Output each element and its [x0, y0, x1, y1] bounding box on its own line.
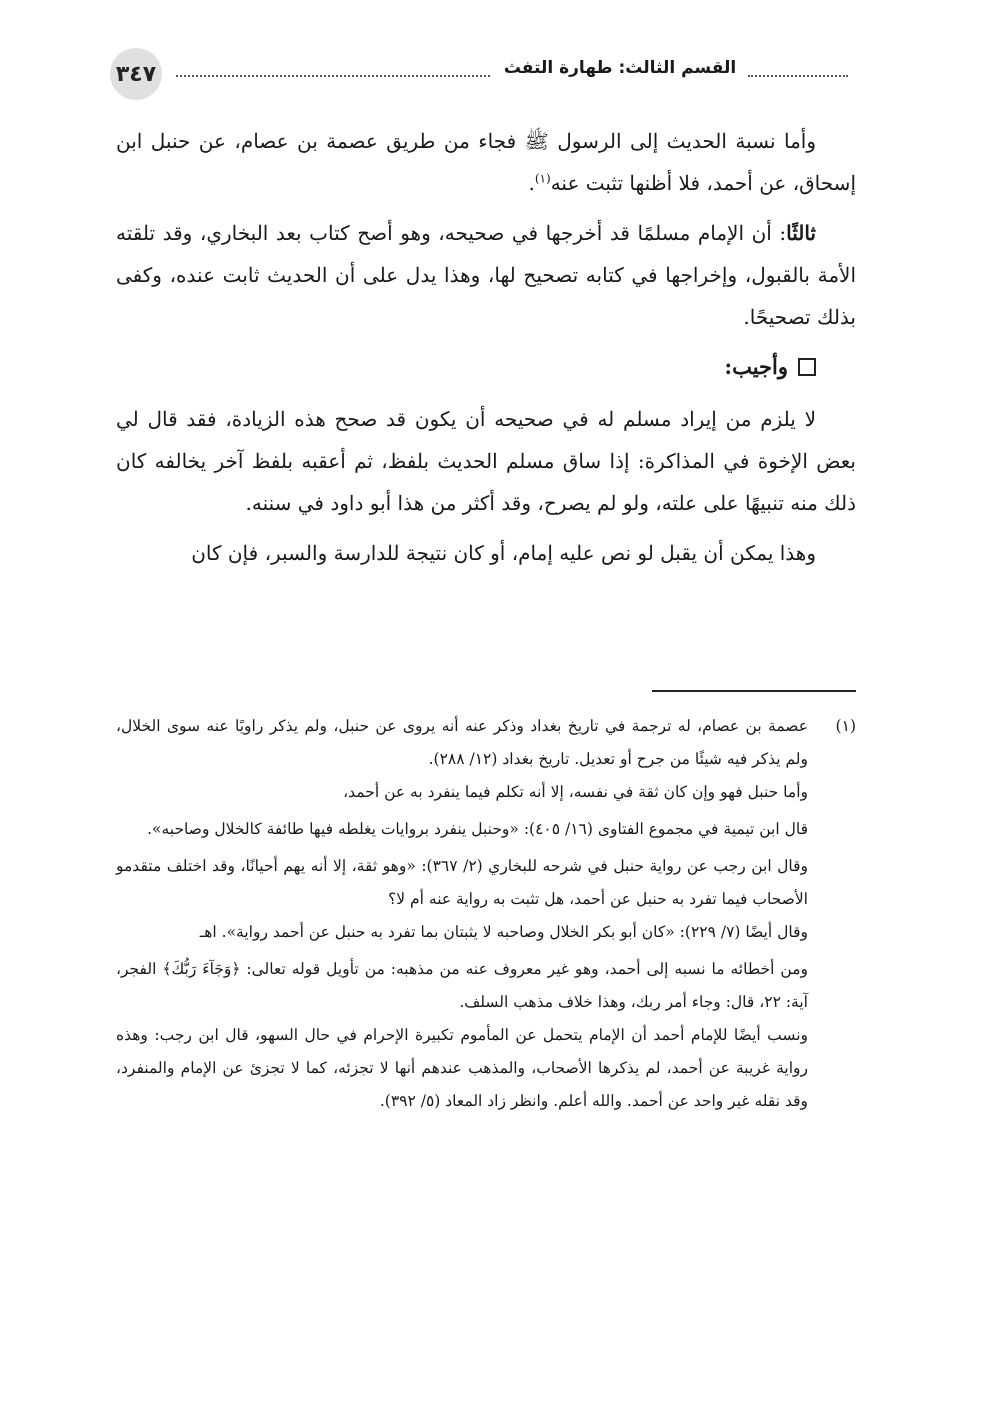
header-dotted-leader [176, 75, 490, 77]
footnote-paragraph [116, 850, 856, 916]
footnote-reference[interactable]: (١) [534, 171, 551, 186]
footnote-text: ومن أخطائه ما نسبه إلى أحمد، وهو غير معروف عنه من مذهبه: من تأويل قوله تعالى: ﴿وَجَآءَ رَبُّكَ﴾ الفجر، آية: ٢٢، قال: وجاء أمر ربك، وهذا خلاف مذهب السلف. [116, 960, 808, 1011]
footnote-separator [652, 690, 856, 692]
paragraph-text: لا يلزم من إيراد مسلم له في صحيحه أن يكون قد صحح هذه الزيادة، فقد قال لي بعض الإخوة في المذاكرة: إذا ساق مسلم الحديث بلفظ، ثم أعقبه بلفظ آخر يخالفه كان ذلك منه تنبيهًا على علته، ولو لم يصرح، وقد أكثر من هذا أبو داود في سننه. [116, 407, 856, 515]
paragraph-lead: ثالثًا [786, 221, 816, 245]
footnote-number: (١) [835, 717, 856, 735]
paragraph-text: : أن الإمام مسلمًا قد أخرجها في صحيحه، وهو أصح كتاب بعد البخاري، وقد تلقته الأمة بالقبول، وإخراجها في كتابه تصحيح لها، وهذا يدل على أن الحديث ثابت عنده، وكفى بذلك تصحيحًا. [116, 221, 856, 329]
footnote-paragraph [116, 953, 856, 1019]
footnote-paragraph [116, 916, 856, 949]
footnote-paragraph [116, 776, 856, 809]
footnote-text: وأما حنبل فهو وإن كان ثقة في نفسه، إلا أنه تكلم فيما ينفرد به عن أحمد، [343, 783, 808, 801]
paragraph [116, 120, 856, 204]
footnote-text: ونسب أيضًا للإمام أحمد أن الإمام يتحمل عن المأموم تكبيرة الإحرام في حال السهو، قال ابن رجب: وهذه رواية غريبة عن أحمد، لم يذكرها الأصحاب، والمذهب عندهم أنها لا تجزئه، كما لا تجزئ عن الإمام والمنفرد، وقد نقله غير واحد عن أحمد. والله أعلم. وانظر زاد المعاد (٥/ ٣٩٢). [116, 1026, 809, 1110]
footnote-text: عصمة بن عصام، له ترجمة في تاريخ بغداد وذكر عنه أنه يروى عن حنبل، ولم يذكر راويًا عنه سوى الخلال، ولم يذكر فيه شيئًا من جرح أو تعديل. تاريخ بغداد (١٢/ ٢٨٨). [116, 717, 808, 768]
paragraph-text: وأما نسبة الحديث إلى الرسول ﷺ فجاء من طريق عصمة بن عصام، عن حنبل ابن إسحاق، عن أحمد، فلا أظنها تثبت عنه [116, 129, 856, 195]
footnote-paragraph [116, 813, 856, 846]
checkbox-icon [798, 358, 816, 376]
page-header [110, 48, 850, 98]
section-title: القسم الثالث: طهارة التفث [503, 58, 737, 78]
main-text [116, 120, 856, 582]
footnote [116, 710, 856, 776]
footnote-text: قال ابن تيمية في مجموع الفتاوى (١٦/ ٤٠٥): «وحنبل ينفرد بروايات يغلطه فيها طائفة كالخلال وصاحبه». [147, 820, 808, 838]
footnotes [116, 710, 856, 1118]
paragraph [116, 212, 856, 338]
answer-heading [116, 346, 856, 388]
paragraph [116, 532, 856, 574]
footnote-text: وقال أيضًا (٧/ ٢٢٩): «كان أبو بكر الخلال وصاحبه لا يثبتان بما تفرد به حنبل عن أحمد رواية». اهـ [199, 923, 808, 941]
header-dotted-leader [748, 75, 848, 77]
footnote-paragraph [116, 1019, 856, 1118]
paragraph-text: . [528, 171, 535, 195]
paragraph [116, 398, 856, 524]
page-number: ٣٤٧ [110, 48, 162, 100]
footnote-text: وقال ابن رجب عن رواية حنبل في شرحه للبخاري (٢/ ٣٦٧): «وهو ثقة، إلا أنه يهم أحيانًا، وقد اختلف متقدمو الأصحاب فيما تفرد به حنبل عن أحمد، هل تثبت به رواية عنه أم لا؟ [116, 857, 809, 908]
paragraph-text: وهذا يمكن أن يقبل لو نص عليه إمام، أو كان نتيجة للدارسة والسبر، فإن كان [191, 541, 816, 565]
answer-heading-text: وأجيب: [724, 354, 788, 379]
